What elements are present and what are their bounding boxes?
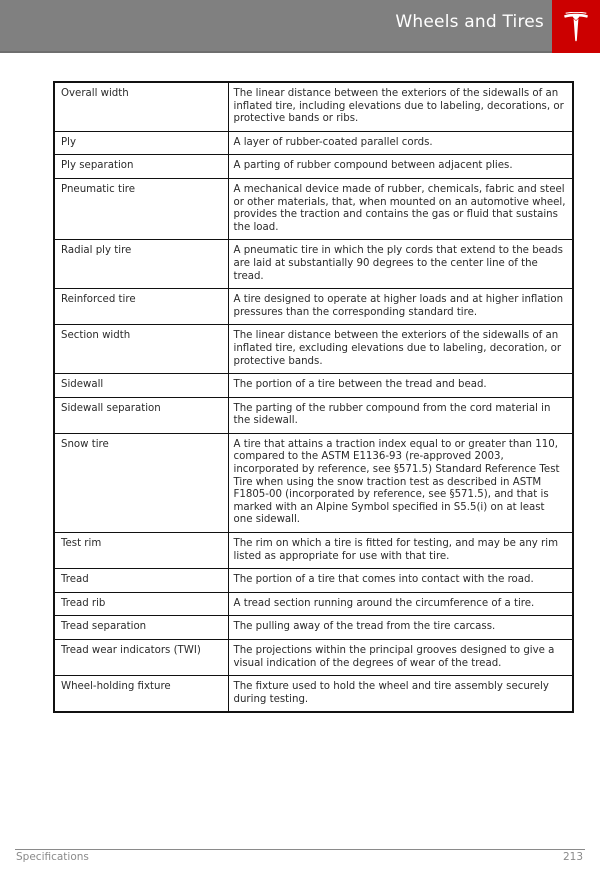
definition-cell: The linear distance between the exteriors of the sidewalls of an inflated tire, excluding elevations due to labeling, decoration, or protective bands. — [228, 325, 573, 374]
definition-cell: The projections within the principal grooves designed to give a visual indication of the degrees of wear of the tread. — [228, 640, 573, 676]
term-cell: Ply — [54, 131, 228, 155]
definition-cell: The portion of a tire between the tread and bead. — [228, 374, 573, 398]
definition-cell: A mechanical device made of rubber, chemicals, fabric and steel or other materials, that, when mounted on an automotive wheel, provides the traction and contains the gas or fluid that sustains the load. — [228, 178, 573, 239]
term-cell: Sidewall — [54, 374, 228, 398]
table-row — [54, 433, 573, 532]
tire-terminology-table — [53, 81, 574, 713]
term-cell: Tread — [54, 569, 228, 593]
footer-section-name: Specifications — [16, 851, 89, 863]
definition-cell: The rim on which a tire is fitted for testing, and may be any rim listed as appropriate for use with that tire. — [228, 533, 573, 569]
page-number: 213 — [562, 851, 583, 863]
table-row — [54, 155, 573, 179]
table-row — [54, 569, 573, 593]
term-cell: Snow tire — [54, 433, 228, 532]
definition-cell: A layer of rubber-coated parallel cords. — [228, 131, 573, 155]
table-row — [54, 178, 573, 239]
term-cell: Wheel-holding fixture — [54, 676, 228, 713]
definition-cell: A parting of rubber compound between adjacent plies. — [228, 155, 573, 179]
table-row — [54, 82, 573, 131]
table-row — [54, 592, 573, 616]
definition-cell: The parting of the rubber compound from the cord material in the sidewall. — [228, 397, 573, 433]
definition-cell: The linear distance between the exteriors of the sidewalls of an inflated tire, including elevations due to labeling, decorations, or protective bands or ribs. — [228, 82, 573, 131]
definition-cell: The portion of a tire that comes into contact with the road. — [228, 569, 573, 593]
term-cell: Pneumatic tire — [54, 178, 228, 239]
definition-cell: A pneumatic tire in which the ply cords that extend to the beads are laid at substantially 90 degrees to the center line of the tread. — [228, 240, 573, 289]
definition-cell: A tire that attains a traction index equal to or greater than 110, compared to the ASTM E1136-93 (re-approved 2003, incorporated by reference, see §571.5) Standard Reference Test Tire when using the snow traction test as described in ASTM F1805-00 (incorporated by reference, see §571.5), and that is marked with an Alpine Symbol specified in S5.5(i) on at least one sidewall. — [228, 433, 573, 532]
table-row — [54, 289, 573, 325]
page-header — [0, 0, 600, 53]
table-row — [54, 131, 573, 155]
term-cell: Overall width — [54, 82, 228, 131]
term-cell: Tread wear indicators (TWI) — [54, 640, 228, 676]
definition-cell: The fixture used to hold the wheel and tire assembly securely during testing. — [228, 676, 573, 713]
term-cell: Ply separation — [54, 155, 228, 179]
definition-cell: A tread section running around the circumference of a tire. — [228, 592, 573, 616]
table-row — [54, 374, 573, 398]
term-cell: Tread rib — [54, 592, 228, 616]
term-cell: Test rim — [54, 533, 228, 569]
term-cell: Sidewall separation — [54, 397, 228, 433]
table-row — [54, 397, 573, 433]
definition-cell: A tire designed to operate at higher loads and at higher inflation pressures than the corresponding standard tire. — [228, 289, 573, 325]
table-row — [54, 240, 573, 289]
definition-cell: The pulling away of the tread from the tire carcass. — [228, 616, 573, 640]
tesla-t-logo-icon — [563, 12, 589, 42]
term-cell: Radial ply tire — [54, 240, 228, 289]
term-cell: Reinforced tire — [54, 289, 228, 325]
table-row — [54, 640, 573, 676]
table-row — [54, 533, 573, 569]
term-cell: Section width — [54, 325, 228, 374]
term-cell: Tread separation — [54, 616, 228, 640]
footer-divider — [15, 849, 585, 850]
table-row — [54, 616, 573, 640]
section-title: Wheels and Tires — [395, 12, 544, 32]
table-row — [54, 325, 573, 374]
table-row — [54, 676, 573, 713]
logo-block — [552, 0, 600, 53]
